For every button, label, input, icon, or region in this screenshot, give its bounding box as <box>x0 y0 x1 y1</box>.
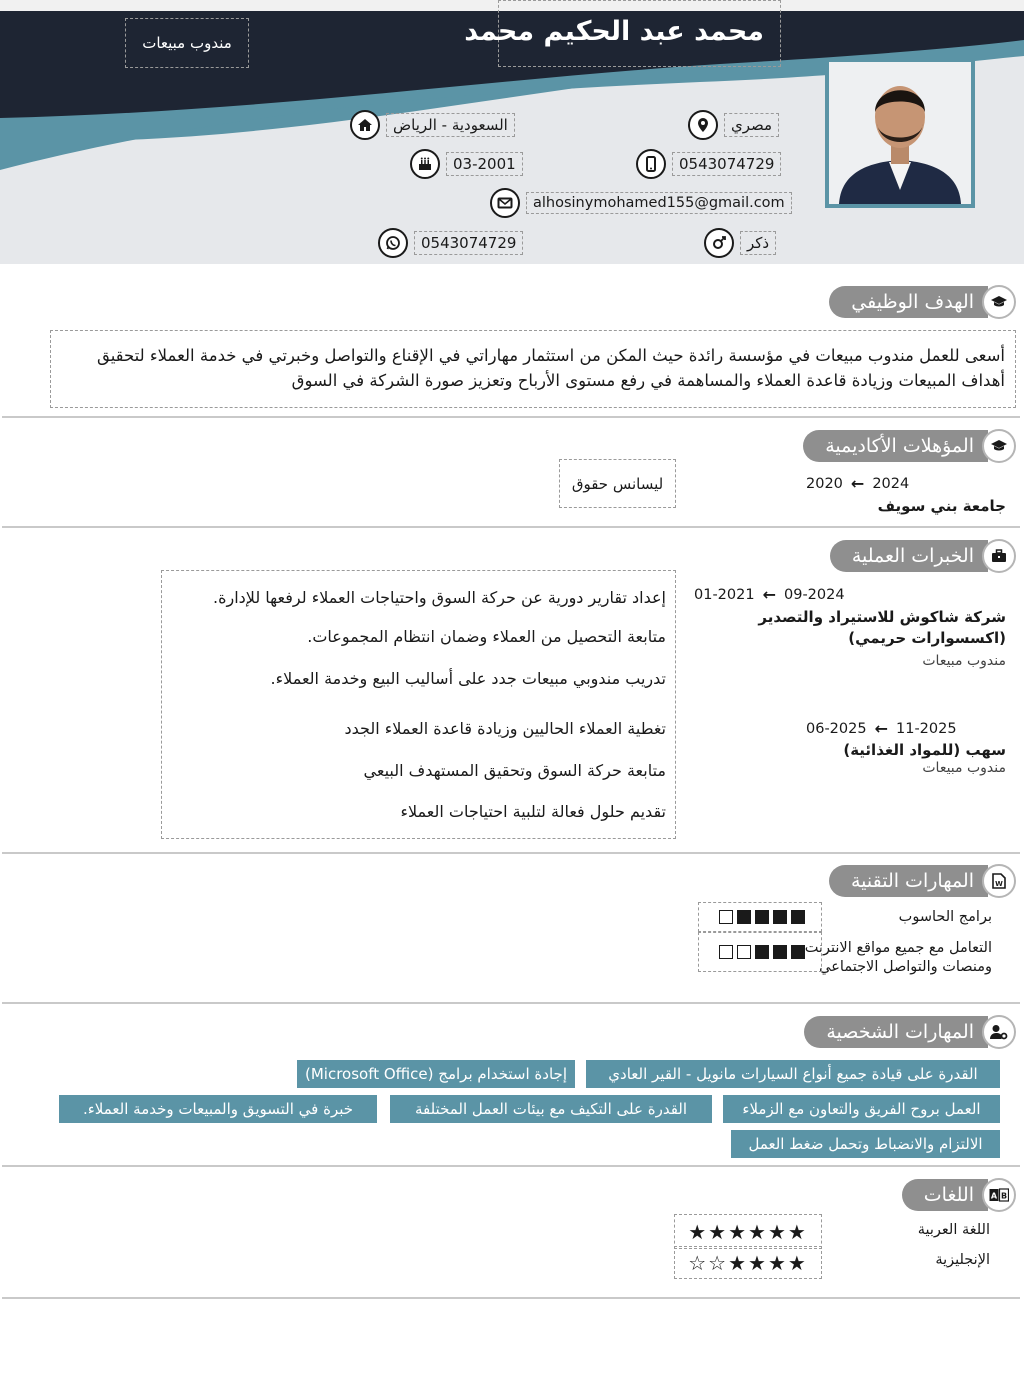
level-square-empty <box>719 945 733 959</box>
level-square-filled <box>773 910 787 924</box>
section-title: المهارات الشخصية <box>804 1016 988 1048</box>
degree-name: ليسانس حقوق <box>559 459 676 508</box>
section-divider <box>2 1002 1020 1004</box>
date-to: 09-2024 <box>784 586 845 603</box>
cv-header <box>0 0 1024 264</box>
arrow-left-icon: ← <box>850 474 865 493</box>
section-objective-header <box>829 285 1016 319</box>
section-divider <box>2 526 1020 528</box>
home-icon <box>350 110 380 140</box>
date-from: 01-2021 <box>694 586 755 603</box>
section-divider <box>2 852 1020 854</box>
level-square-empty <box>737 945 751 959</box>
arrow-left-icon: ← <box>874 719 888 738</box>
skill-tag: العمل بروح الفريق والتعاون مع الزملاء <box>723 1095 1000 1123</box>
section-title: الهدف الوظيفي <box>829 286 988 318</box>
skill-tag: الالتزام والانضباط وتحمل ضغط العمل <box>731 1130 1000 1158</box>
email-icon <box>490 188 520 218</box>
profile-photo <box>825 58 975 208</box>
section-languages-header <box>902 1178 1016 1212</box>
duties-frame <box>161 570 676 839</box>
date-to: 11-2025 <box>896 720 957 737</box>
experience-item <box>806 719 1006 776</box>
education-item <box>806 474 1006 515</box>
candidate-name: محمد عبد الحكيم محمد <box>464 16 764 47</box>
person-avatar-icon <box>829 62 971 204</box>
language-level <box>674 1246 822 1279</box>
section-personal-skills-header <box>804 1015 1016 1049</box>
graduation-cap-icon <box>982 285 1016 319</box>
residence-value: السعودية - الرياض <box>386 113 515 137</box>
phone-value: 0543074729 <box>672 152 781 176</box>
level-square-empty <box>719 910 733 924</box>
skill-tag: القدرة على التكيف مع بيئات العمل المختلفة <box>390 1095 712 1123</box>
date-from: 2020 <box>806 475 843 492</box>
duty-item: تدريب مندوبي مبيعات جدد على أساليب البيع وخدمة العملاء. <box>270 669 666 688</box>
mobile-phone-icon <box>636 149 666 179</box>
language-name: الإنجليزية <box>935 1252 990 1268</box>
tech-skill-name: التعامل مع جميع مواقع الانترنت ومنصات والتواصل الاجتماعي <box>804 940 992 975</box>
translate-icon <box>982 1178 1016 1212</box>
tech-skill-level <box>698 932 822 972</box>
language-level <box>674 1214 822 1249</box>
section-title: اللغات <box>902 1179 988 1211</box>
section-title: الخبرات العملية <box>830 540 988 572</box>
graduation-cap-icon <box>982 429 1016 463</box>
objective-text: أسعى للعمل مندوب مبيعات في مؤسسة رائدة حيث المكن من استثمار مهاراتي في الإقناع والتواصل وخبرتي في خدمة العملاء لتحقيق أهداف المبيعات وزيادة قاعدة العملاء والمساهمة في رفع مستوى الأرباح وتعزيز صورة الشركة في السوق <box>50 330 1016 408</box>
level-square-filled <box>737 910 751 924</box>
section-experience-header <box>830 539 1016 573</box>
svg-text:W: W <box>995 880 1003 888</box>
job-title-frame <box>125 18 249 68</box>
section-title: المهارات التقنية <box>829 865 988 897</box>
section-divider <box>2 1297 1020 1299</box>
duty-item: متابعة حركة السوق وتحقيق المستهدف البيعي <box>363 761 666 780</box>
institution-name: جامعة بني سويف <box>877 497 1006 515</box>
arrow-left-icon: ← <box>762 585 776 604</box>
level-square-filled <box>755 945 769 959</box>
education-dates <box>806 474 1006 493</box>
level-square-filled <box>755 910 769 924</box>
skill-tag: إجادة استخدام برامج (Microsoft Office) <box>297 1060 575 1088</box>
birth-value: 03-2001 <box>446 152 523 176</box>
level-square-filled <box>791 910 805 924</box>
duty-item: تقديم حلول فعالة لتلبية احتياجات العملاء <box>400 802 666 821</box>
location-pin-icon <box>688 110 718 140</box>
section-divider <box>2 416 1020 418</box>
level-square-filled <box>791 945 805 959</box>
info-nationality <box>688 110 779 140</box>
info-gender <box>704 228 776 258</box>
language-name: اللغة العربية <box>917 1222 990 1238</box>
company-name: سهب (للمواد الغذائية) <box>843 741 1006 759</box>
section-divider <box>2 1165 1020 1167</box>
info-residence <box>350 110 515 140</box>
date-to: 2024 <box>872 475 910 492</box>
info-phone <box>636 149 781 179</box>
briefcase-icon <box>982 539 1016 573</box>
tech-skill-name: برامج الحاسوب <box>898 909 992 925</box>
whatsapp-icon <box>378 228 408 258</box>
duty-item: تغطية العملاء الحاليين وزيادة قاعدة العملاء الجدد <box>344 719 666 738</box>
experience-dates <box>694 585 1006 604</box>
section-tech-skills-header <box>829 864 1016 898</box>
gender-icon <box>704 228 734 258</box>
section-title: المؤهلات الأكاديمية <box>803 430 988 462</box>
user-gear-icon <box>982 1015 1016 1049</box>
svg-text:A: A <box>990 1191 998 1201</box>
experience-item <box>694 585 1006 669</box>
email-value: alhosinymohamed155@gmail.com <box>526 192 792 214</box>
skill-tag: خبرة في التسويق والمبيعات وخدمة العملاء. <box>59 1095 377 1123</box>
skill-tag: القدرة على قيادة جميع أنواع السيارات مانويل - القير العادي <box>586 1060 1000 1088</box>
company-name: شركة شاكوش للاستيراد والتصدير (اكسسوارات حريمي) <box>758 608 1006 647</box>
birthday-cake-icon <box>410 149 440 179</box>
tech-skill-level <box>698 902 822 932</box>
svg-text:B: B <box>1000 1191 1008 1201</box>
duty-item: إعداد تقارير دورية عن حركة السوق واحتياجات العملاء لرفعها للإدارة. <box>213 588 666 607</box>
nationality-value: مصري <box>724 113 779 137</box>
whatsapp-value: 0543074729 <box>414 231 523 255</box>
word-document-icon <box>982 864 1016 898</box>
level-square-filled <box>773 945 787 959</box>
star-filled-icon: ★★★★ <box>728 1250 808 1275</box>
info-birth <box>410 149 523 179</box>
section-education-header <box>803 429 1016 463</box>
role-name: مندوب مبيعات <box>922 653 1006 669</box>
gender-value: ذكر <box>740 231 776 255</box>
star-empty-icon: ☆☆ <box>688 1250 729 1275</box>
duty-item: متابعة التحصيل من العملاء وضمان انتظام المجموعات. <box>307 627 666 646</box>
info-whatsapp <box>378 228 523 258</box>
info-email <box>490 188 792 218</box>
role-name: مندوب مبيعات <box>922 760 1006 776</box>
experience-dates <box>806 719 1006 738</box>
job-title: مندوب مبيعات <box>142 34 232 52</box>
star-filled-icon: ★★★★★★ <box>688 1219 808 1244</box>
date-from: 06-2025 <box>806 720 867 737</box>
